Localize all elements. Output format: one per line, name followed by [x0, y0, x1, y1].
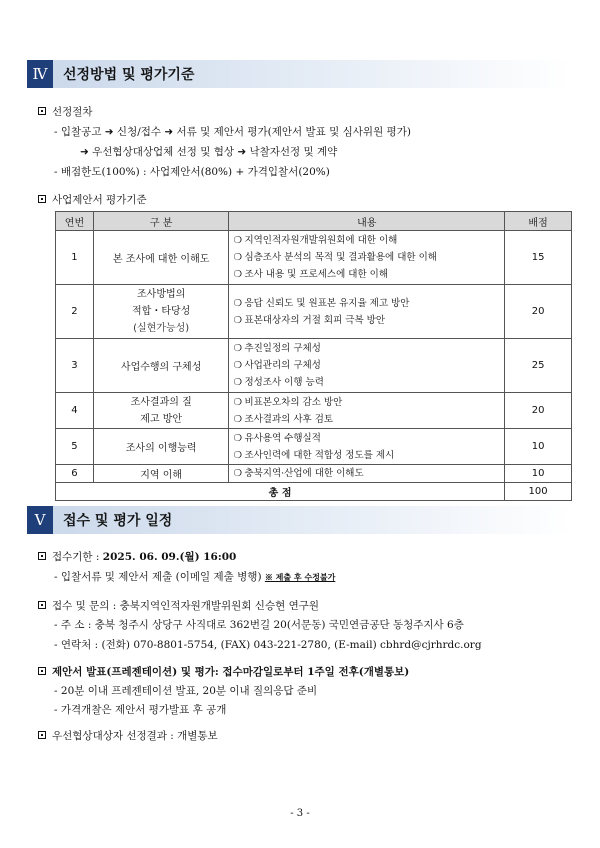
list-item: ❍ 조사 내용 및 프로세스에 대한 이해	[233, 266, 504, 283]
criteria-heading: 사업제안서 평가기준	[38, 192, 147, 207]
section-title: 접수 및 평가 일정	[63, 513, 173, 529]
header-score: 배점	[505, 212, 572, 231]
deadline-detail: - 입찰서류 및 제안서 제출 (이메일 제출 병행) ※ 제출 후 수정불가	[54, 571, 336, 583]
list-item: ❍ 충북지역·산업에 대한 이해도	[233, 465, 504, 482]
table-row	[56, 339, 572, 393]
list-item: ❍ 표본대상자의 거절 회피 극복 방안	[233, 312, 504, 329]
list-item: ❍ 사업관리의 구체성	[233, 357, 504, 374]
row-no: 2	[56, 285, 94, 339]
list-item: ❍ 심층조사 분석의 목적 및 결과활용에 대한 이해	[233, 249, 504, 266]
page-number: - 3 -	[290, 808, 310, 819]
square-bullet-icon	[38, 667, 46, 675]
total-score: 100	[505, 483, 572, 501]
row-no: 1	[56, 231, 94, 285]
procedure-heading: 선정절차	[38, 104, 93, 119]
square-bullet-icon	[38, 731, 46, 739]
deadline-value: 2025. 06. 09.(월) 16:00	[102, 551, 237, 563]
presentation-line-2: - 가격개찰은 제안서 평가발표 후 공개	[54, 704, 227, 716]
square-bullet-icon	[38, 601, 46, 609]
circle-bullet-icon: ❍	[233, 396, 242, 408]
row-category: 조사의 이행능력	[93, 429, 229, 465]
section-title: 선정방법 및 평가기준	[63, 67, 195, 83]
row-items	[229, 285, 505, 339]
list-item: ❍ 유사용역 수행실적	[233, 430, 504, 447]
presentation-heading: 제안서 발표(프레젠테이션) 및 평가: 접수마감일로부터 1주일 전후(개별통보)	[38, 664, 409, 679]
row-category: 본 조사에 대한 이해도	[93, 231, 229, 285]
row-items	[229, 339, 505, 393]
row-no: 5	[56, 429, 94, 465]
row-no: 4	[56, 393, 94, 429]
circle-bullet-icon: ❍	[233, 235, 242, 246]
section-header-5	[27, 506, 572, 534]
row-score: 20	[505, 285, 572, 339]
circle-bullet-icon: ❍	[233, 449, 242, 461]
table-row	[56, 285, 572, 339]
list-item: ❍ 비표본오차의 감소 방안	[233, 394, 504, 411]
contact-heading: 접수 및 문의 : 충북지역인적자원개발위원회 신승현 연구원	[38, 598, 319, 613]
square-bullet-icon	[38, 107, 46, 115]
square-bullet-icon	[38, 195, 46, 203]
row-score: 15	[505, 231, 572, 285]
row-score: 20	[505, 393, 572, 429]
list-item: ❍ 지역인적자원개발위원회에 대한 이해	[233, 232, 504, 249]
table-row	[56, 393, 572, 429]
evaluation-table	[55, 211, 572, 501]
circle-bullet-icon: ❍	[233, 468, 242, 479]
row-no: 6	[56, 465, 94, 483]
contact-phone: - 연락처 : (전화) 070-8801-5754, (FAX) 043-221-2780, (E-mail) cbhrd@cjrhrdc.org	[54, 639, 482, 651]
row-items	[229, 231, 505, 285]
list-item: ❍ 조사결과의 사후 검토	[233, 411, 504, 428]
table-row	[56, 429, 572, 465]
circle-bullet-icon: ❍	[233, 413, 242, 425]
procedure-line-2: ➜ 우선협상대상업체 선정 및 협상 ➜ 낙찰자선정 및 계약	[80, 146, 338, 158]
circle-bullet-icon: ❍	[233, 377, 242, 388]
section-number: Ⅳ	[27, 60, 53, 88]
row-items	[229, 393, 505, 429]
circle-bullet-icon: ❍	[233, 360, 242, 371]
row-score: 10	[505, 429, 572, 465]
circle-bullet-icon: ❍	[233, 269, 242, 280]
row-no: 3	[56, 339, 94, 393]
row-category: 지역 이해	[93, 465, 229, 483]
procedure-line-1: - 입찰공고 ➜ 신청/접수 ➜ 서류 및 제안서 평가(제안서 발표 및 심사위원 평가)	[54, 126, 411, 138]
row-score: 10	[505, 465, 572, 483]
square-bullet-icon	[38, 552, 46, 560]
circle-bullet-icon: ❍	[233, 343, 242, 354]
section-header-4	[27, 60, 572, 88]
row-score: 25	[505, 339, 572, 393]
procedure-line-3: - 배점한도(100%) : 사업제안서(80%) + 가격입찰서(20%)	[54, 166, 330, 178]
table-row	[56, 465, 572, 483]
list-item: ❍ 응답 신뢰도 및 원표본 유지율 제고 방안	[233, 295, 504, 312]
row-category: 조사결과의 질 제고 방안	[93, 393, 229, 429]
list-item: ❍ 추진일정의 구체성	[233, 340, 504, 357]
row-category: 사업수행의 구체성	[93, 339, 229, 393]
row-items	[229, 465, 505, 483]
deadline-note: ※ 제출 후 수정불가	[264, 572, 336, 582]
table-total-row	[56, 483, 572, 501]
circle-bullet-icon: ❍	[233, 314, 242, 326]
table-header-row	[56, 212, 572, 231]
header-category: 구 분	[93, 212, 229, 231]
table-row	[56, 231, 572, 285]
list-item: ❍ 조사인력에 대한 적합성 정도를 제시	[233, 447, 504, 464]
row-category: 조사방법의 적합・타당성 (실현가능성)	[93, 285, 229, 339]
header-content: 내용	[229, 212, 505, 231]
row-items	[229, 429, 505, 465]
deadline-heading: 접수기한 : 2025. 06. 09.(월) 16:00	[38, 549, 236, 564]
circle-bullet-icon: ❍	[233, 297, 242, 309]
contact-address: - 주 소 : 충북 청주시 상당구 사직대로 362번길 20(서문동) 국민연금공단 동청주지사 6층	[54, 619, 464, 631]
section-number: Ⅴ	[27, 506, 53, 534]
total-label: 총 점	[56, 483, 505, 501]
presentation-line-1: - 20분 이내 프레젠테이션 발표, 20분 이내 질의응답 준비	[54, 685, 318, 697]
header-no: 연번	[56, 212, 94, 231]
circle-bullet-icon: ❍	[233, 432, 242, 444]
circle-bullet-icon: ❍	[233, 252, 242, 263]
list-item: ❍ 정성조사 이행 능력	[233, 374, 504, 391]
result-heading: 우선협상대상자 선정결과 : 개별통보	[38, 728, 218, 743]
